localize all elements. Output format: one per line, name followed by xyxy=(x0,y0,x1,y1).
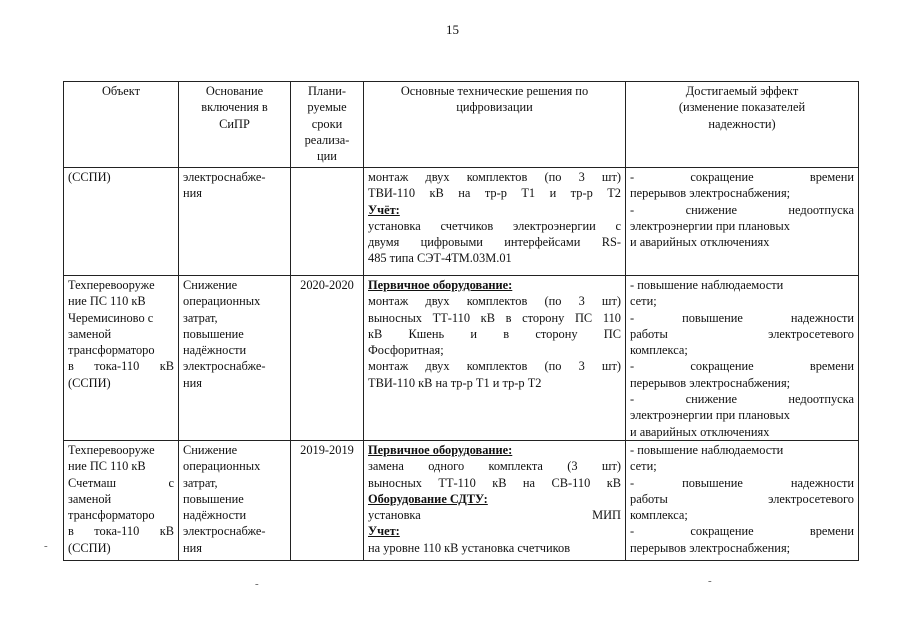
cell-line: повышение xyxy=(183,326,244,341)
solution-line: 485 типа СЭТ-4ТМ.03М.01 xyxy=(368,251,512,266)
solution-heading: Первичное оборудование: xyxy=(368,278,513,292)
cell-line: (ССПИ) xyxy=(68,375,111,390)
solution-line: двумя цифровыми интерфейсами RS- xyxy=(368,235,621,250)
cell-line: ние ПС 110 кВ xyxy=(68,294,146,309)
cell-line: Основные технические решения по xyxy=(400,84,589,98)
cell-period: 2019-2019 xyxy=(291,440,364,560)
cell-line: работы электросетевого xyxy=(630,326,854,341)
cell-line: операционных xyxy=(183,294,261,309)
cell-line: электроэнергии при плановых xyxy=(630,408,790,423)
cell-line: и аварийных отключениях xyxy=(630,235,770,250)
cell-line: ния xyxy=(183,540,202,555)
cell-line: Снижение xyxy=(183,278,238,292)
cell-line: ния xyxy=(183,375,202,390)
solution-heading: Учёт: xyxy=(368,202,400,217)
cell-line: - сокращение времени xyxy=(630,170,854,184)
cell-line: СиПР xyxy=(219,116,250,131)
cell-basis xyxy=(179,440,291,560)
cell-line: перерывов электроснабжения; xyxy=(630,375,791,390)
cell-line: - сокращение времени xyxy=(630,524,854,539)
cell-line: комплекса; xyxy=(630,508,688,523)
header-solutions xyxy=(364,82,626,168)
cell-line: электроэнергии при плановых xyxy=(630,218,790,233)
table-row xyxy=(64,440,859,560)
cell-line: (изменение показателей xyxy=(678,100,806,115)
cell-line: - повышение надежности xyxy=(630,475,854,490)
solution-line: замена одного комплекта (3 шт) xyxy=(368,459,621,474)
cell-line: руемые xyxy=(307,100,347,115)
cell-object xyxy=(64,440,179,560)
cell-line: - снижение недоотпуска xyxy=(630,202,854,217)
table-header-row xyxy=(64,82,859,168)
cell-line: Снижение xyxy=(183,442,238,457)
cell-line: сети; xyxy=(630,294,657,309)
cell-effect xyxy=(626,276,859,441)
cell-line: Плани- xyxy=(307,84,347,98)
cell-basis xyxy=(179,276,291,441)
cell-line: электроснабже- xyxy=(183,524,266,539)
cell-line: перерывов электроснабжения; xyxy=(630,186,791,201)
cell-line: в тока-110 кВ xyxy=(68,359,174,374)
solution-line: на уровне 110 кВ установка счетчиков xyxy=(368,540,571,555)
solution-line: ТВИ-110 кВ на тр-р Т1 и тр-р Т2 xyxy=(368,186,621,201)
cell-line: затрат, xyxy=(183,475,218,490)
cell-line: Техперевооруже xyxy=(68,442,155,457)
cell-object xyxy=(64,276,179,441)
cell-line: трансформаторо xyxy=(68,343,155,358)
cell-period: 2020-2020 xyxy=(291,276,364,441)
digitalization-table xyxy=(63,81,859,561)
cell-line: цифровизации xyxy=(456,100,533,115)
page-number: 15 xyxy=(446,22,459,37)
header-basis xyxy=(179,82,291,168)
cell-line: надёжности xyxy=(183,343,247,358)
cell-line: сроки xyxy=(311,116,343,131)
cell-line: включения в xyxy=(201,100,268,115)
cell-line: затрат, xyxy=(183,310,218,325)
table-row xyxy=(64,276,859,441)
cell-line: (ССПИ) xyxy=(68,540,111,555)
cell-line: работы электросетевого xyxy=(630,491,854,506)
solution-heading: Оборудование СДТУ: xyxy=(368,491,488,506)
cell-line: электроснабже- xyxy=(183,170,266,184)
table-row xyxy=(64,168,859,276)
solution-line: выносных ТТ-110 кВ в сторону ПС 110 xyxy=(368,310,621,325)
cell-line: перерывов электроснабжения; xyxy=(630,540,791,555)
solution-line: монтаж двух комплектов (по 3 шт) xyxy=(368,170,621,184)
solution-line: монтаж двух комплектов (по 3 шт) xyxy=(368,359,621,374)
cell-line: - снижение недоотпуска xyxy=(630,392,854,407)
cell-line: повышение xyxy=(183,491,244,506)
cell-line: надёжности xyxy=(183,508,247,523)
solution-line: установка счетчиков электроэнергии с xyxy=(368,218,621,233)
cell-line: - повышение наблюдаемости xyxy=(630,442,784,457)
cell-line: ния xyxy=(183,186,202,201)
cell-solutions xyxy=(364,276,626,441)
solution-line: кВ Кшень и в сторону ПС xyxy=(368,326,621,341)
solution-line: Фосфоритная; xyxy=(368,343,444,358)
cell-line: - повышение наблюдаемости xyxy=(630,278,784,292)
cell-line: - сокращение времени xyxy=(630,359,854,374)
solution-line: монтаж двух комплектов (по 3 шт) xyxy=(368,294,621,309)
cell-line: Черемисиново с xyxy=(68,310,154,325)
cell-solutions xyxy=(364,168,626,276)
cell-basis xyxy=(179,168,291,276)
solution-line: ТВИ-110 кВ на тр-р Т1 и тр-р Т2 xyxy=(368,375,542,390)
cell-line: Объект xyxy=(101,84,141,98)
cell-line: Достигаемый эффект xyxy=(685,84,799,98)
cell-effect xyxy=(626,440,859,560)
cell-line: Техперевооруже xyxy=(68,278,155,292)
scan-dot: - xyxy=(255,578,259,590)
cell-line: трансформаторо xyxy=(68,508,155,523)
cell-effect xyxy=(626,168,859,276)
cell-line: комплекса; xyxy=(630,343,688,358)
cell-object xyxy=(64,168,179,276)
solution-heading: Учет: xyxy=(368,524,400,539)
cell-line: Основание xyxy=(205,84,264,98)
cell-line: операционных xyxy=(183,459,261,474)
cell-period xyxy=(291,168,364,276)
cell-line: и аварийных отключениях xyxy=(630,424,770,439)
cell-line: ние ПС 110 кВ xyxy=(68,459,146,474)
solution-line: выносных ТТ-110 кВ на СВ-110 кВ xyxy=(368,475,621,490)
header-period xyxy=(291,82,364,168)
cell-line: - повышение надежности xyxy=(630,310,854,325)
header-object xyxy=(64,82,179,168)
cell-line: сети; xyxy=(630,459,657,474)
solution-line: установка МИП xyxy=(368,508,621,523)
cell-solutions xyxy=(364,440,626,560)
cell-line: Счетмаш с xyxy=(68,475,174,490)
scan-dot: - xyxy=(708,575,712,587)
cell-line: надежности) xyxy=(708,116,776,131)
cell-line: заменой xyxy=(68,326,112,341)
solution-heading: Первичное оборудование: xyxy=(368,442,513,457)
cell-line: в тока-110 кВ xyxy=(68,524,174,539)
cell-line: заменой xyxy=(68,491,112,506)
cell-line: ции xyxy=(317,149,337,164)
header-effect xyxy=(626,82,859,168)
cell-line: (ССПИ) xyxy=(68,170,111,184)
cell-line: реализа- xyxy=(304,132,350,147)
scan-dot: - xyxy=(44,540,48,552)
cell-line: электроснабже- xyxy=(183,359,266,374)
